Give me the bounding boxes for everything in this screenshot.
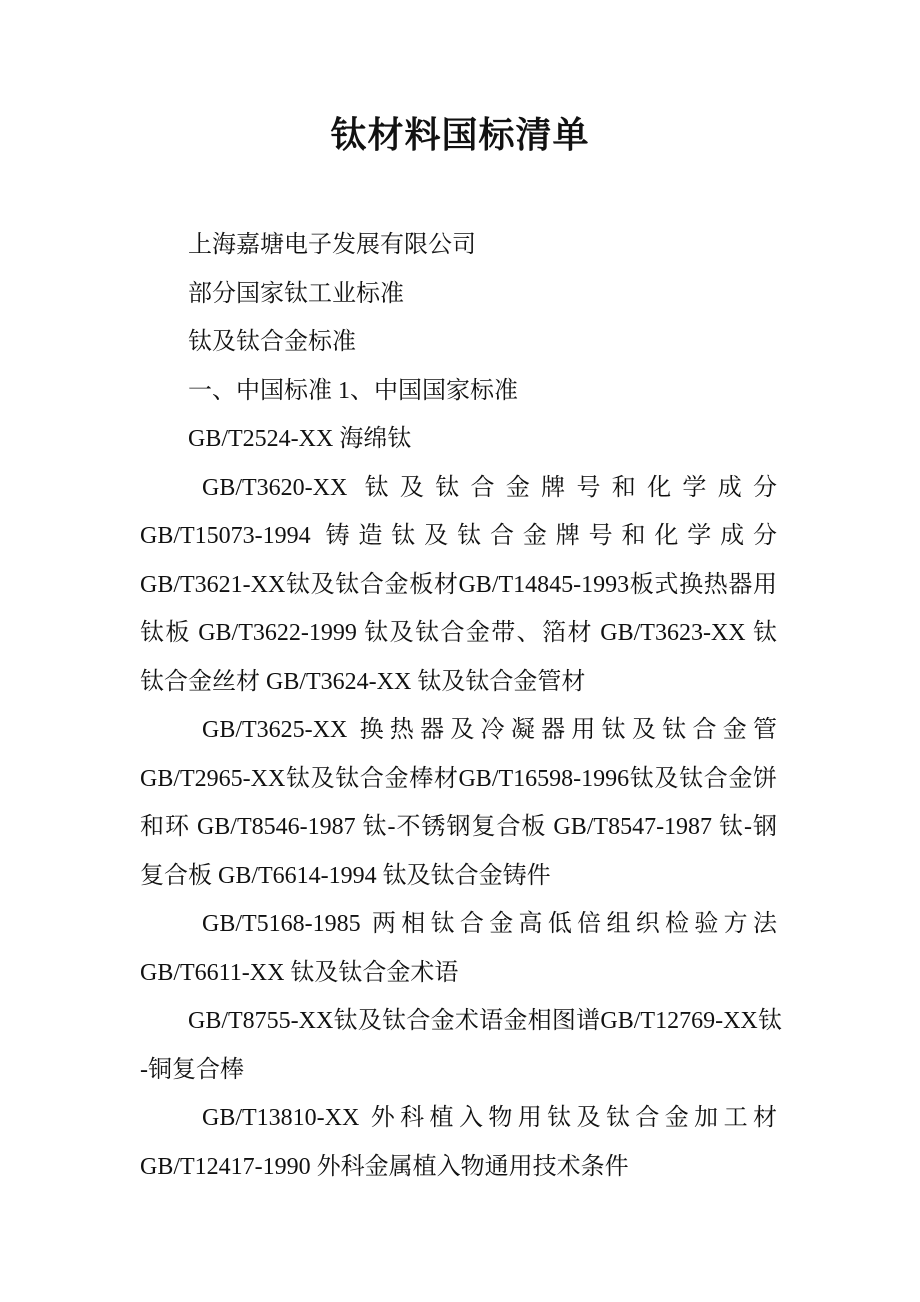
text-line: 复合板 GB/T6614-1994 钛及钛合金铸件 — [140, 862, 551, 889]
paragraph-standards-list — [140, 706, 777, 900]
paragraph-heading — [140, 367, 777, 416]
text-line: 钛板 GB/T3622-1999 钛及钛合金带、箔材 GB/T3623-XX 钛 — [140, 620, 777, 646]
text-line: GB/T8755-XX钛及钛合金术语金相图谱GB/T12769-XX钛 — [188, 1008, 782, 1034]
text-line: 一、中国标准 1、中国国家标准 — [188, 377, 518, 404]
text-line: 钛及钛合金标准 — [188, 329, 356, 355]
text-line: GB/T15073-1994 铸造钛及钛合金牌号和化学成分 — [140, 523, 777, 549]
text-line: GB/T13810-XX 外科植入物用钛及钛合金加工材 — [202, 1105, 777, 1131]
document-body — [140, 221, 782, 1191]
document-title: 钛材料国标清单 — [330, 115, 590, 155]
text-line: GB/T5168-1985 两相钛合金高低倍组织检验方法 — [202, 911, 777, 937]
text-line: GB/T2524-XX 海绵钛 — [188, 426, 412, 452]
paragraph-section — [140, 270, 777, 319]
text-line: 上海嘉塘电子发展有限公司 — [188, 232, 476, 258]
text-line: 和环 GB/T8546-1987 钛-不锈钢复合板 GB/T8547-1987 钛-钢 — [140, 814, 777, 840]
text-line: GB/T2965-XX钛及钛合金棒材GB/T16598-1996钛及钛合金饼 — [140, 765, 777, 792]
text-line: GB/T3621-XX钛及钛合金板材GB/T14845-1993板式换热器用 — [140, 571, 777, 598]
paragraph-standard — [140, 415, 777, 464]
paragraph-standards-list — [140, 464, 777, 707]
text-line: -铜复合棒 — [140, 1056, 244, 1083]
paragraph-standards-list — [140, 997, 782, 1094]
text-line: GB/T6611-XX 钛及钛合金术语 — [140, 959, 459, 986]
text-line: GB/T3625-XX 换热器及冷凝器用钛及钛合金管 — [202, 717, 777, 743]
text-line: 部分国家钛工业标准 — [188, 280, 404, 307]
paragraph-subsection — [140, 318, 777, 367]
paragraph-standards-list — [140, 1094, 777, 1191]
paragraph-standards-list — [140, 900, 777, 997]
text-line: 钛合金丝材 GB/T3624-XX 钛及钛合金管材 — [140, 668, 586, 695]
paragraph-company — [140, 221, 777, 270]
text-line: GB/T12417-1990 外科金属植入物通用技术条件 — [140, 1153, 629, 1180]
text-line: GB/T3620-XX 钛及钛合金牌号和化学成分 — [202, 474, 777, 501]
